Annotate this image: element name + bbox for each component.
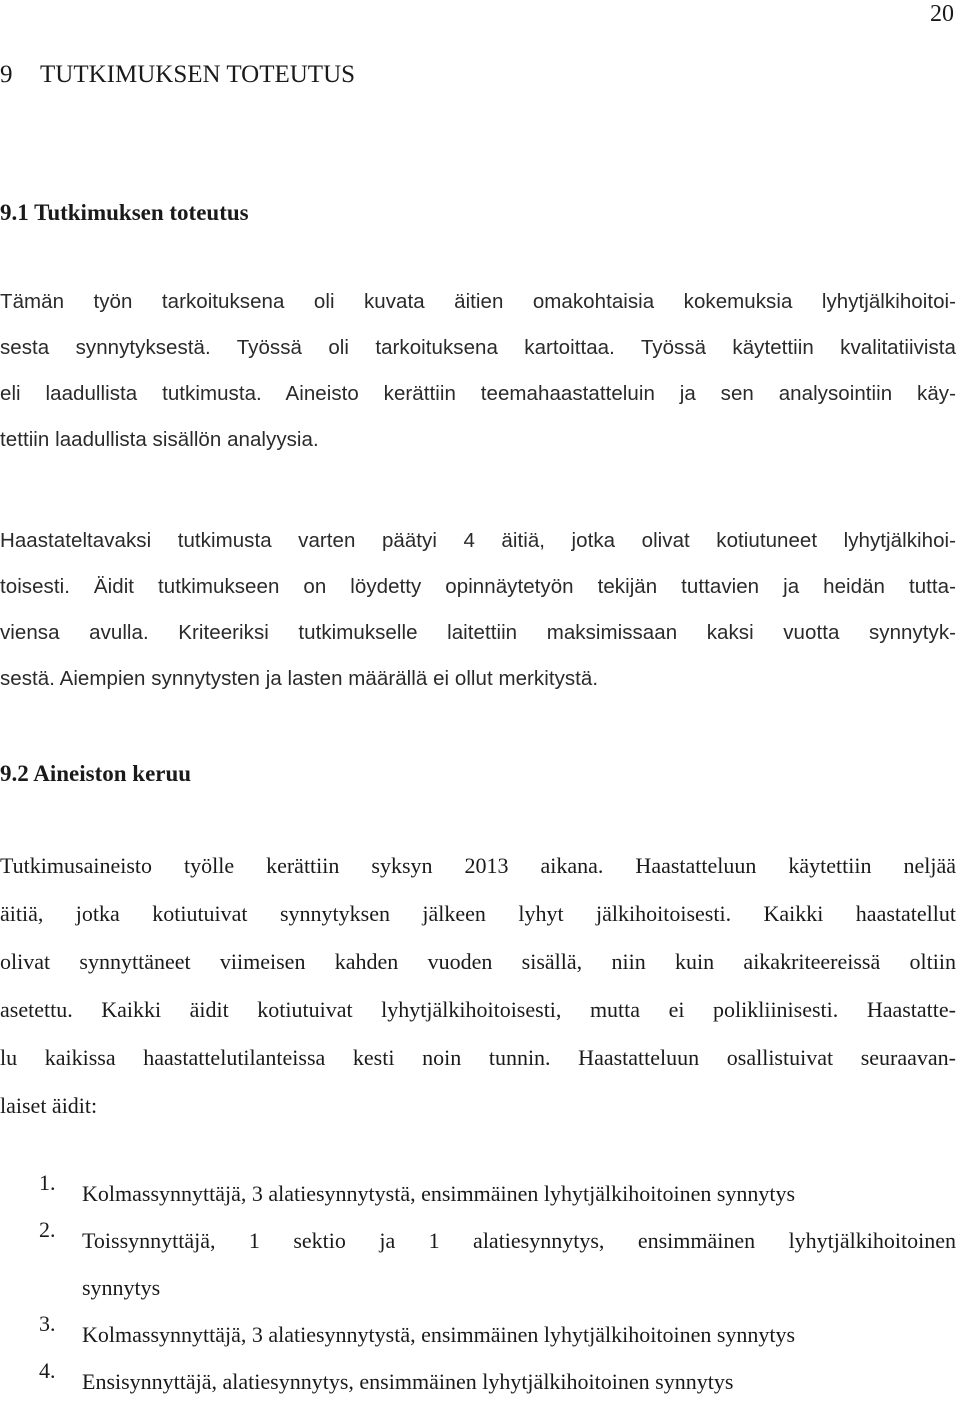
list-marker: 2. bbox=[39, 1217, 56, 1242]
text-line: Haastateltavaksi tutkimusta varten päätyi 4 äitiä, jotka olivat kotiutuneet lyhytjälkihoi- bbox=[0, 529, 956, 552]
text-line: Tutkimusaineisto työlle kerättiin syksyn 2013 aikana. Haastatteluun käytettiin neljää bbox=[0, 853, 956, 878]
list-item bbox=[0, 1217, 956, 1311]
text-line: eli laadullista tutkimusta. Aineisto kerättiin teemahaastatteluin ja sen analysointiin käy- bbox=[0, 382, 956, 405]
text-line: toisesti. Äidit tutkimukseen on löydetty opinnäytetyön tekijän tuttavien ja heidän tutta- bbox=[0, 575, 956, 598]
text-line: lu kaikissa haastattelutilanteissa kesti noin tunnin. Haastatteluun osallistuivat seuraavan- bbox=[0, 1045, 956, 1070]
chapter-number: 9 bbox=[0, 61, 13, 88]
list-item-text: synnytys bbox=[82, 1275, 161, 1300]
text-line: sesta synnytyksestä. Työssä oli tarkoituksena kartoittaa. Työssä käytettiin kvalitatiivista bbox=[0, 336, 956, 359]
text-line: asetettu. Kaikki äidit kotiutuivat lyhytjälkihoitoisesti, mutta ei polikliinisesti. Haastatte- bbox=[0, 997, 956, 1022]
list-item-text: Kolmassynnyttäjä, 3 alatiesynnytystä, ensimmäinen lyhytjälkihoitoinen synnytys bbox=[82, 1181, 796, 1206]
paragraph-purpose bbox=[0, 279, 956, 463]
text-line: äitiä, jotka kotiutuivat synnytyksen jälkeen lyhyt jälkihoitoisesti. Kaikki haastatellut bbox=[0, 901, 956, 926]
list-marker: 4. bbox=[39, 1358, 56, 1383]
chapter-title: TUTKIMUKSEN TOTEUTUS bbox=[40, 61, 356, 88]
page-number: 20 bbox=[930, 1, 954, 27]
chapter-heading bbox=[0, 60, 355, 90]
paragraph-data-collection bbox=[0, 842, 956, 1130]
text-line: olivat synnyttäneet viimeisen kahden vuoden sisällä, niin kuin aikakriteereissä oltiin bbox=[0, 949, 956, 974]
list-marker: 1. bbox=[39, 1170, 56, 1195]
list-item bbox=[0, 1311, 956, 1358]
mothers-list bbox=[0, 1170, 956, 1405]
list-item-text: Ensisynnyttäjä, alatiesynnytys, ensimmäinen lyhytjälkihoitoinen synnytys bbox=[82, 1369, 734, 1394]
text-line: laiset äidit: bbox=[0, 1093, 98, 1118]
list-item-text: Toissynnyttäjä, 1 sektio ja 1 alatiesynnytys, ensimmäinen lyhytjälkihoitoinen bbox=[82, 1228, 956, 1253]
list-item bbox=[0, 1170, 956, 1217]
list-item-text: Kolmassynnyttäjä, 3 alatiesynnytystä, ensimmäinen lyhytjälkihoitoinen synnytys bbox=[82, 1322, 796, 1347]
list-marker: 3. bbox=[39, 1311, 56, 1336]
section-heading-2: 9.2 Aineiston keruu bbox=[0, 761, 192, 786]
section-heading-1: 9.1 Tutkimuksen toteutus bbox=[0, 200, 249, 225]
text-line: Tämän työn tarkoituksena oli kuvata äitien omakohtaisia kokemuksia lyhytjälkihoitoi- bbox=[0, 290, 956, 313]
text-line: tettiin laadullista sisällön analyysia. bbox=[0, 428, 319, 451]
text-line: sestä. Aiempien synnytysten ja lasten määrällä ei ollut merkitystä. bbox=[0, 667, 599, 690]
list-item bbox=[0, 1358, 956, 1405]
text-line: viensa avulla. Kriteeriksi tutkimukselle laitettiin maksimissaan kaksi vuotta synnytyk- bbox=[0, 621, 956, 644]
paragraph-participants bbox=[0, 518, 956, 702]
